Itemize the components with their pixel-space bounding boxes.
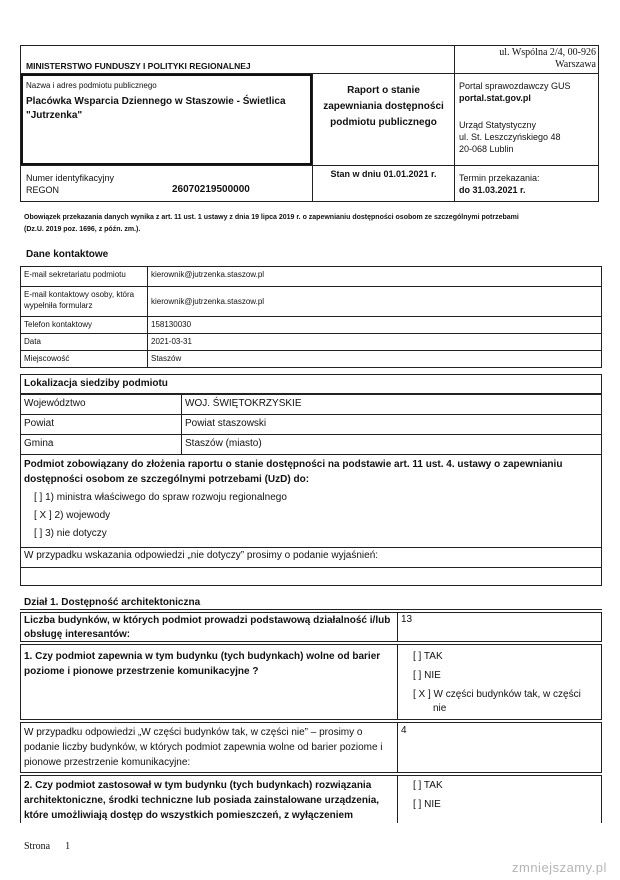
contact-table (20, 266, 602, 368)
q1-question (24, 649, 380, 679)
deadline-label: Termin przekazania: (459, 173, 540, 183)
contact-label: E-mail sekretariatu podmiotu (21, 267, 148, 287)
contact-value[interactable]: 2021-03-31 (148, 334, 602, 351)
location-label: Gmina (21, 435, 182, 455)
partial-question-line: W przypadku odpowiedzi „W części budynków tak, w części nie” – prosimy o (24, 727, 363, 738)
contact-label: Data (21, 334, 148, 351)
ministry-address-line: ul. Wspólna 2/4, 00-926 (499, 47, 596, 58)
watermark: zmniejszamy.pl (512, 860, 607, 875)
obligation-options (34, 491, 287, 541)
report-title-line: zapewniania dostępności (323, 101, 444, 112)
table-row (21, 334, 602, 351)
obligation-question-line: Podmiot zobowiązany do złożenia raportu o stanie dostępności na podstawie art. 11 ust. 4. ustawy o zapewnianiu (24, 459, 563, 470)
obligation-option-minister[interactable]: [ ] 1) ministra właściwego do spraw rozwoju regionalnego (34, 492, 287, 503)
entity-label: Nazwa i adres podmiotu publicznego (26, 81, 157, 90)
legal-note (24, 212, 604, 236)
obligation-option-voivode[interactable]: [ X ] 2) wojewody (34, 510, 111, 521)
q2-question (24, 778, 379, 823)
buildings-label (24, 614, 390, 642)
partial-value-cell (397, 722, 602, 773)
location-label: Województwo (21, 395, 182, 415)
regon-label: REGON (26, 185, 60, 195)
location-value[interactable]: Powiat staszowski (182, 415, 602, 435)
buildings-label-line: Liczba budynków, w których podmiot prowadzi podstawową działalność i/lub (24, 615, 391, 626)
location-header (20, 374, 602, 394)
office-line: Urząd Statystyczny (459, 120, 537, 130)
q1-option-partial-cont: nie (433, 703, 447, 714)
portal-label: Portal sprawozdawczy GUS (459, 81, 571, 91)
office-line: ul. St. Leszczyńskiego 48 (459, 132, 561, 142)
q2-options (413, 779, 443, 812)
location-title: Lokalizacja siedziby podmiotu (24, 378, 168, 389)
legal-note-line: Obowiązek przekazania danych wynika z art. 11 ust. 1 ustawy z dnia 19 lipca 2019 r. o zapewnianiu dostępności osobom ze szczególnymi potrzebami (24, 214, 519, 221)
page-number: 1 (65, 841, 71, 852)
location-value[interactable]: Staszów (miasto) (182, 435, 602, 455)
deadline-value: do 31.03.2021 r. (459, 185, 526, 195)
table-row (21, 415, 602, 435)
q2-option-yes[interactable]: [ ] TAK (413, 780, 443, 791)
partial-question-line: pionowe przestrzenie komunikacyjne: (24, 757, 191, 768)
report-title-line: podmiotu publicznego (330, 117, 437, 128)
header-divider (20, 165, 599, 166)
entity-name (26, 95, 286, 123)
section1-title: Dział 1. Dostępność architektoniczna (24, 597, 201, 608)
page-footer (24, 841, 70, 852)
q1-option-partial[interactable]: [ X ] W części budynków tak, w części (413, 689, 581, 700)
q2-question-line: 2. Czy podmiot zastosował w tym budynku (tych budynkach) rozwiązania (24, 780, 372, 791)
q1-option-yes[interactable]: [ ] TAK (413, 651, 443, 662)
ministry-address-line: Warszawa (555, 59, 596, 70)
location-label: Powiat (21, 415, 182, 435)
q1-option-no[interactable]: [ ] NIE (413, 670, 441, 681)
q1-question-line: poziome i pionowe przestrzenie komunikacyjne ? (24, 666, 259, 677)
partial-question (24, 725, 383, 770)
obligation-option-not-applicable[interactable]: [ ] 3) nie dotyczy (34, 528, 107, 539)
contact-label: Miejscowość (21, 351, 148, 368)
contact-label: E-mail kontaktowy osoby, która wypełniła formularz (21, 287, 148, 317)
buildings-label-line: obsługę interesantów: (24, 629, 131, 640)
contact-title: Dane kontaktowe (26, 249, 109, 260)
obligation-question (24, 457, 599, 487)
table-row (21, 395, 602, 415)
q1-question-line: 1. Czy podmiot zapewnia w tym budynku (tych budynkach) wolne od barier (24, 651, 381, 662)
partial-value[interactable]: 4 (401, 725, 407, 736)
contact-value[interactable]: 158130030 (148, 317, 602, 334)
regon-value: 26070219500000 (172, 184, 250, 195)
table-row (21, 267, 602, 287)
obligation-divider (20, 567, 602, 568)
table-row (21, 435, 602, 455)
legal-note-line: (Dz.U. 2019 poz. 1696, z późn. zm.). (24, 226, 141, 233)
ministry-name: MINISTERSTWO FUNDUSZY I POLITYKI REGIONALNEJ (26, 61, 251, 71)
buildings-value-cell (397, 612, 602, 642)
q2-question-line: architektoniczne, środki techniczne lub posiada zainstalowane urządzenia, (24, 795, 380, 806)
page-label: Strona (24, 841, 51, 852)
contact-label: Telefon kontaktowy (21, 317, 148, 334)
report-title-line: Raport o stanie (347, 85, 420, 96)
q2-option-no[interactable]: [ ] NIE (413, 799, 441, 810)
obligation-question-line: dostępności osobom ze szczególnymi potrzebami (UzD) do: (24, 474, 310, 485)
portal-info (459, 80, 599, 155)
entity-name-line: Placówka Wsparcia Dziennego w Staszowie - Świetlica (26, 96, 286, 107)
entity-name-line: "Jutrzenka" (26, 110, 83, 121)
contact-value[interactable]: kierownik@jutrzenka.staszow.pl (148, 287, 602, 317)
state-as-of: Stan w dniu 01.01.2021 r. (330, 169, 437, 179)
table-row (21, 287, 602, 317)
portal-url[interactable]: portal.stat.gov.pl (459, 93, 531, 103)
obligation-explain: W przypadku wskazania odpowiedzi „nie dotyczy” prosimy o podanie wyjaśnień: (24, 550, 379, 561)
section1-top-line (20, 609, 602, 610)
id-label: Numer identyfikacyjny (26, 173, 115, 183)
location-value[interactable]: WOJ. ŚWIĘTOKRZYSKIE (182, 395, 602, 415)
buildings-value[interactable]: 13 (401, 614, 413, 625)
q2-question-line: które umożliwiają dostęp do wszystkich pomieszczeń, z wyłączeniem (24, 810, 353, 821)
contact-value[interactable]: Staszów (148, 351, 602, 368)
location-table (20, 394, 602, 455)
q1-options (413, 650, 581, 716)
table-row (21, 351, 602, 368)
report-title (313, 83, 454, 131)
partial-question-line: podanie liczby budynków, w których podmiot zapewnia wolne od barier poziome i (24, 742, 383, 753)
table-row (21, 317, 602, 334)
ministry-address (455, 47, 596, 71)
office-line: 20-068 Lublin (459, 144, 514, 154)
obligation-divider (20, 547, 602, 548)
contact-value[interactable]: kierownik@jutrzenka.staszow.pl (148, 267, 602, 287)
